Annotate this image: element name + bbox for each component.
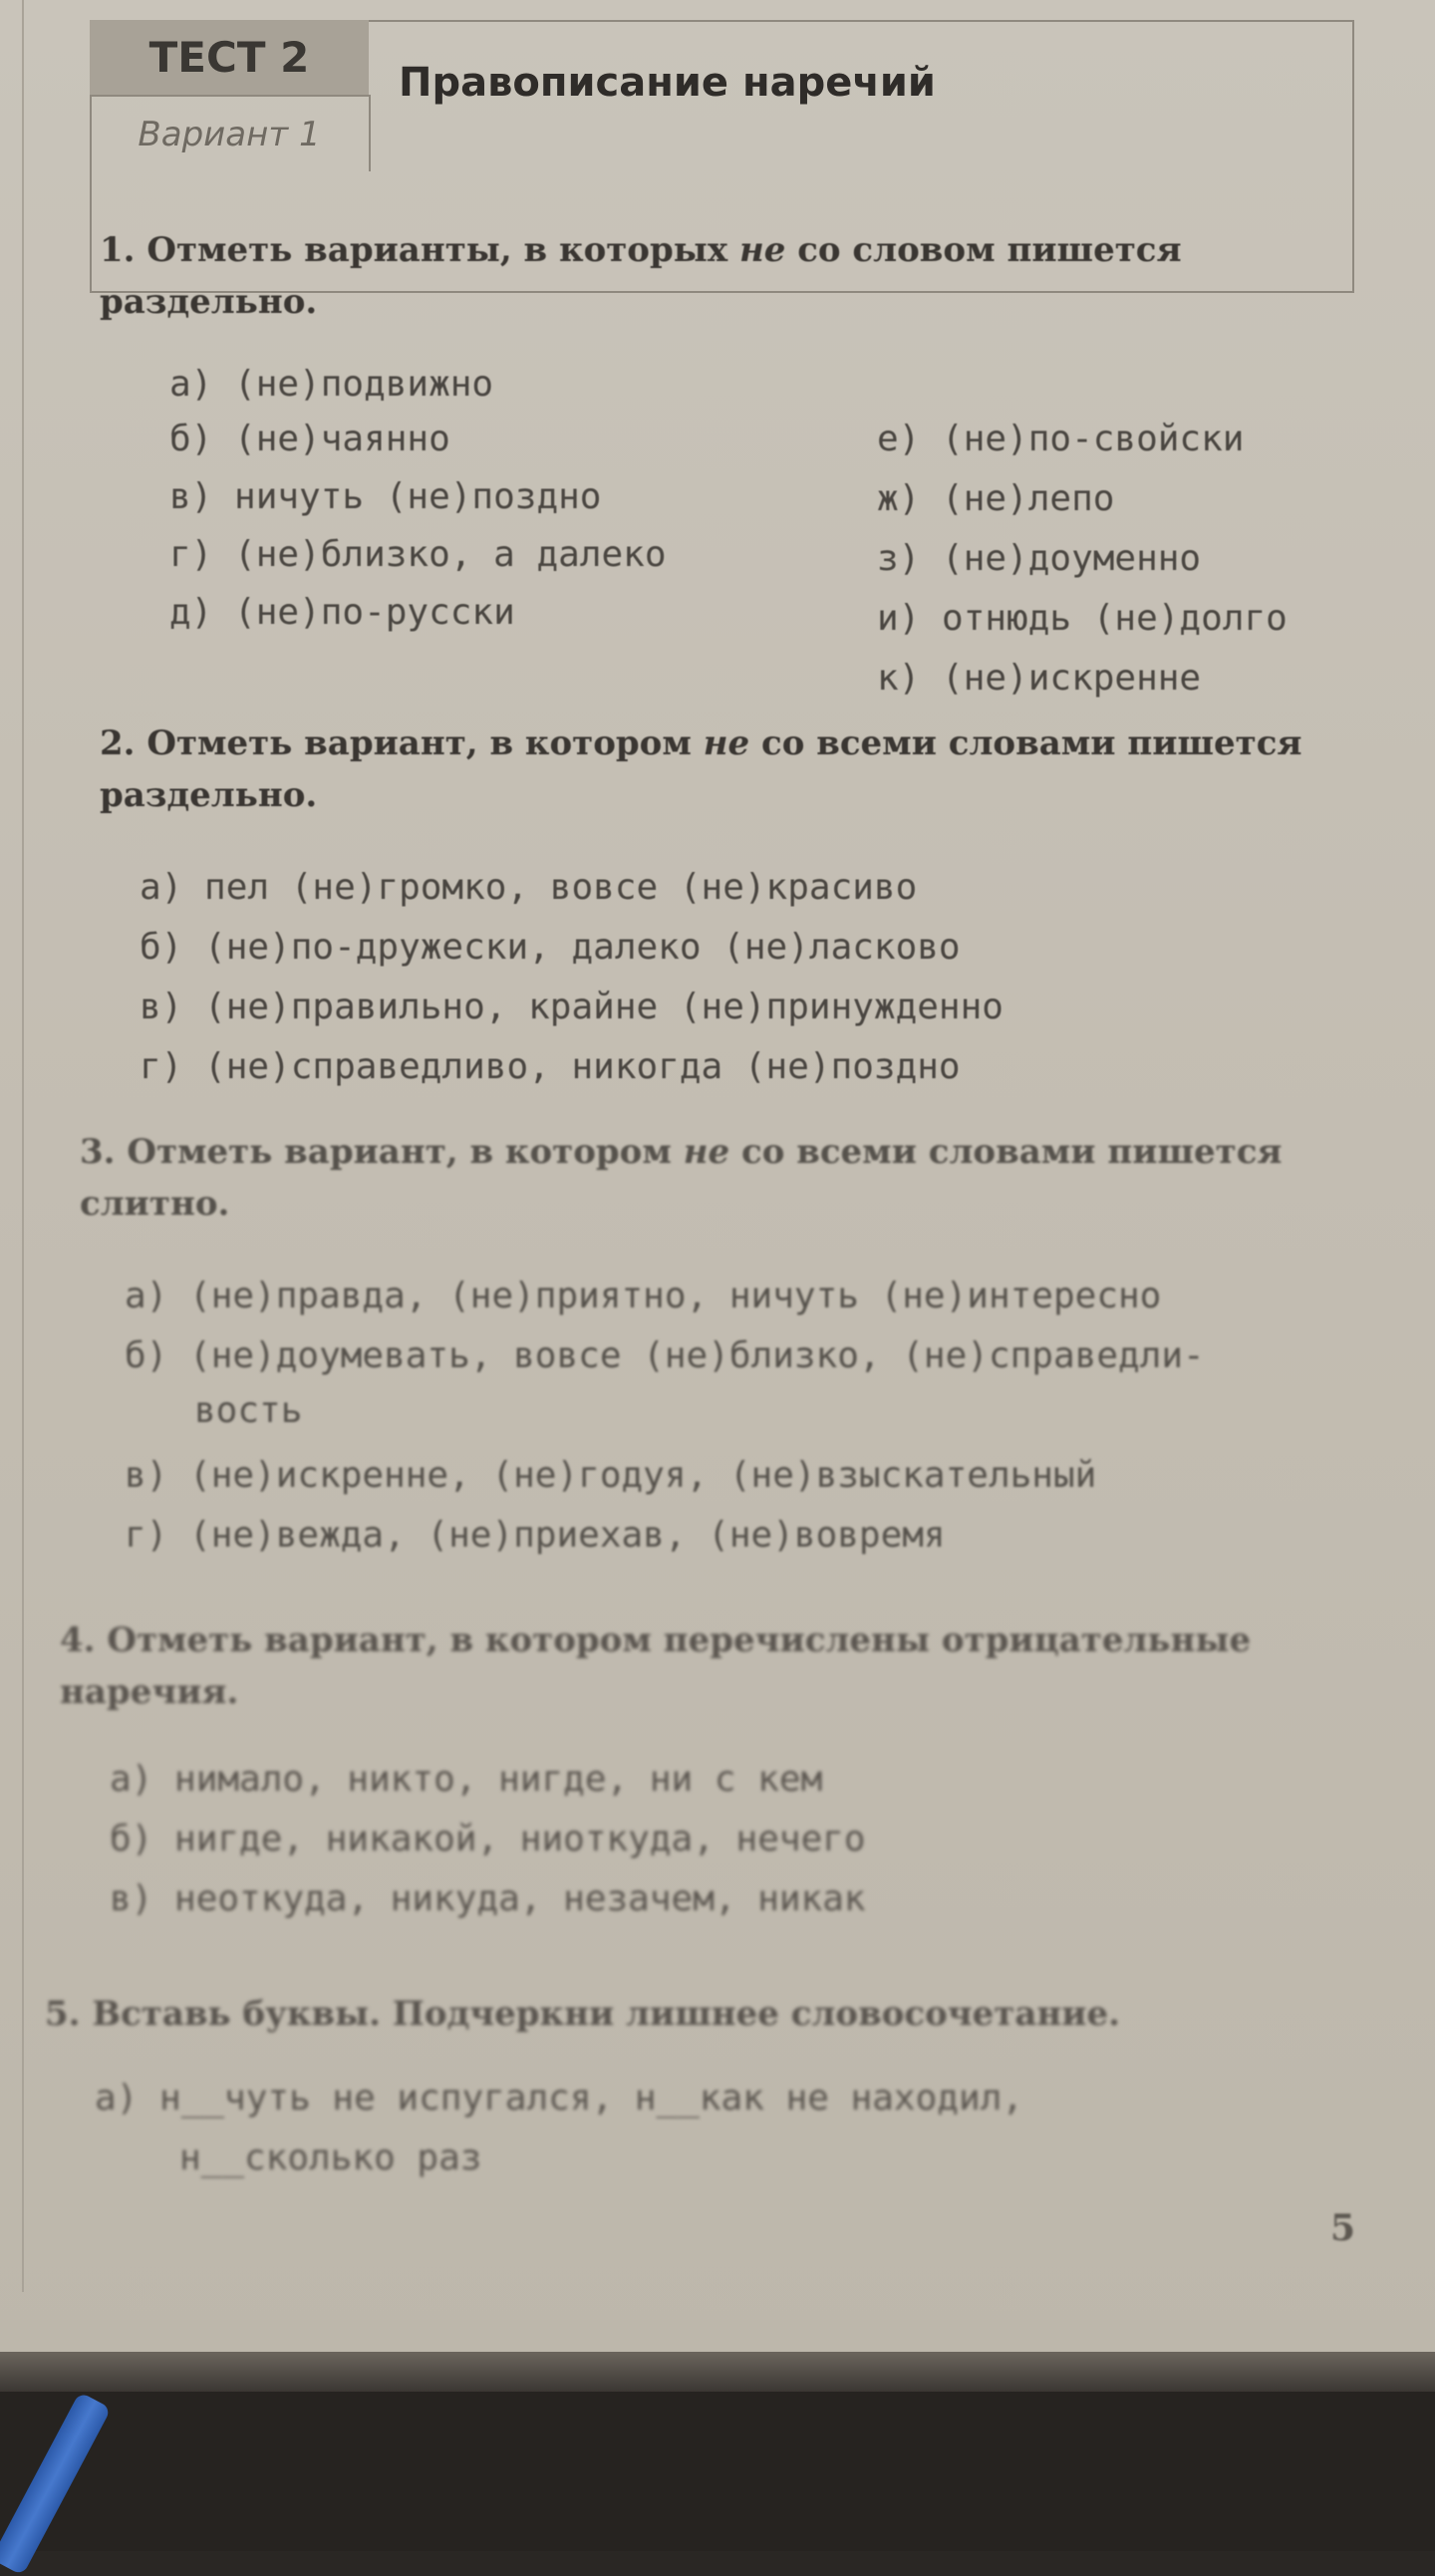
- q3-option-b: б) (не)доумевать, вовсе (не)близко, (не)справедли-: [125, 1335, 1205, 1376]
- q1-option-e: д) (не)по-русски: [169, 592, 515, 633]
- q1-option-c: в) ничуть (не)поздно: [169, 476, 602, 517]
- question-3: [80, 1126, 1355, 1230]
- page-margin-line: [22, 0, 24, 2292]
- q2-option-c: в) (не)правильно, крайне (не)принужденно: [140, 987, 1004, 1027]
- q2-option-d: г) (не)справедливо, никогда (не)поздно: [140, 1046, 961, 1087]
- question-2-text-b: со всеми словами пишется раздельно.: [100, 723, 1302, 815]
- q4-option-b: б) нигде, никакой, ниоткуда, нечего: [110, 1819, 866, 1860]
- page-title: Правописание наречий: [399, 60, 936, 106]
- q1-option-i: и) отнюдь (не)долго: [877, 598, 1288, 639]
- question-1-text-a: 1. Отметь варианты, в которых: [100, 230, 739, 270]
- q3-option-b-cont: вость: [194, 1390, 303, 1431]
- question-3-text-b: со всеми словами пишется слитно.: [80, 1132, 1283, 1224]
- q3-option-a: а) (не)правда, (не)приятно, ничуть (не)интересно: [125, 1276, 1162, 1316]
- question-3-text-a: 3. Отметь вариант, в котором: [80, 1132, 684, 1172]
- q1-option-d: г) (не)близко, а далеко: [169, 534, 667, 575]
- page-number: 5: [1330, 2207, 1356, 2249]
- q3-option-c: в) (не)искренне, (не)годуя, (не)взыскательный: [125, 1455, 1097, 1496]
- q1-option-h: з) (не)доуменно: [877, 538, 1202, 579]
- q4-option-a: а) нимало, никто, нигде, ни с кем: [110, 1759, 823, 1800]
- question-1: [100, 224, 1375, 328]
- variant-label: Вариант 1: [90, 95, 371, 171]
- q1-option-g: ж) (не)лепо: [877, 478, 1115, 519]
- question-5: 5. Вставь буквы. Подчеркни лишнее словосочетание.: [45, 1994, 1120, 2034]
- question-2-text-a: 2. Отметь вариант, в котором: [100, 723, 704, 763]
- question-1-text-b: со словом пишется раздельно.: [100, 230, 1182, 322]
- question-3-emphasis: не: [683, 1132, 730, 1172]
- q4-option-c: в) неоткуда, никуда, незачем, никак: [110, 1878, 866, 1919]
- q1-option-j: к) (не)искренне: [877, 658, 1202, 699]
- q3-option-d: г) (не)вежда, (не)приехав, (не)вовремя: [125, 1515, 946, 1556]
- question-2-emphasis: не: [703, 723, 750, 763]
- q5-line-1: а) н__чуть не испугался, н__как не находил,: [95, 2078, 1023, 2119]
- q1-option-a: а) (не)подвижно: [169, 364, 494, 405]
- test-label: ТЕСТ 2: [90, 20, 369, 95]
- background-surface: [0, 2392, 1435, 2551]
- q1-option-f: е) (не)по-свойски: [877, 419, 1245, 459]
- question-4: 4. Отметь вариант, в котором перечислены отрицательные наречия.: [60, 1620, 1252, 1712]
- q2-option-b: б) (не)по-дружески, далеко (не)ласково: [140, 927, 961, 968]
- q2-option-a: а) пел (не)громко, вовсе (не)красиво: [140, 867, 918, 908]
- question-1-emphasis: не: [738, 230, 786, 270]
- q1-option-b: б) (не)чаянно: [169, 419, 450, 459]
- q5-line-2: н__сколько раз: [179, 2138, 482, 2178]
- question-2: [100, 717, 1375, 821]
- page-edge-shadow: [0, 2352, 1435, 2392]
